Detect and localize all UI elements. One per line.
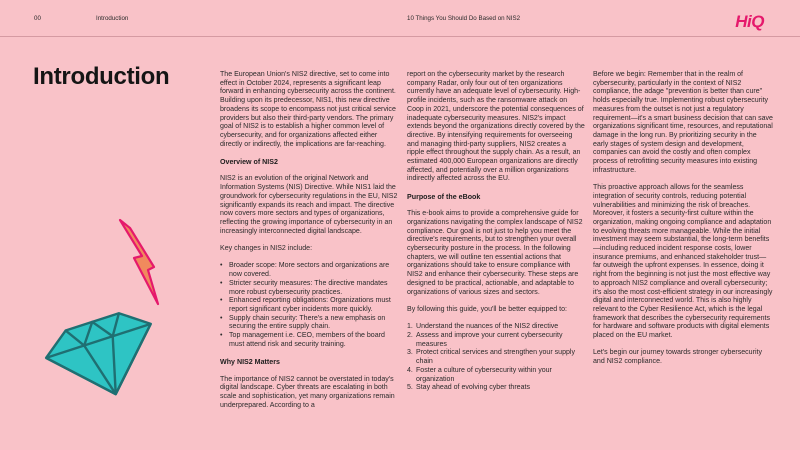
- text-column-2: [407, 71, 585, 402]
- guide-lead: By following this guide, you'll be better equipped to:: [407, 305, 568, 313]
- list-item: • Enhanced reporting obligations: Organizations must report significant cyber incidents more quickly.: [220, 297, 398, 314]
- list-item: 2. Assess and improve your current cybersecurity measures: [407, 332, 563, 348]
- page-header: [0, 0, 800, 37]
- steps-list: [407, 323, 585, 393]
- lightning-bolt-icon: [112, 218, 164, 308]
- proactive-paragraph: This proactive approach allows for the seamless integration of security controls, reducing potential vulnerabilities and minimizing the risk of breaches. Moreover, it fosters a security-first culture within the organization, making ongoing compliance and adaptation to evolving threats more manageable. While the initial investment may seem substantial, the long-term benefits—including reduced incident response costs, lower insurance premiums, and enhanced stakeholder trust—far outweigh the upfront expenses. In essence, doing it right from the beginning is not just the most effective way to approach NIS2 compliance and overall cybersecurity; it's also the most cost-efficient strategy in our increasingly digital and interconnected world. This is also highly relevant to the Cyber Resilience Act, which is the legal framework that describes the cybersecurity requirements for hardware and software products with digital elements placed on the EU market.: [593, 184, 773, 340]
- list-item: • Supply chain security: There's a new emphasis on securing the entire supply chain.: [220, 315, 398, 332]
- page-title: Introduction: [33, 63, 170, 90]
- key-changes-list: [220, 262, 398, 349]
- key-changes-lead: Key changes in NIS2 include:: [220, 245, 313, 253]
- list-item: • Broader scope: More sectors and organizations are now covered.: [220, 262, 398, 279]
- list-item: 1. Understand the nuances of the NIS2 directive: [407, 323, 559, 331]
- purpose-paragraph: This e-book aims to provide a comprehensive guide for organizations navigating the complex landscape of NIS2 compliance. Our goal is not just to help you meet the directive's requirements, but to strengthen your overall cybersecurity posture in the process. In the following chapters, we will outline ten essential actions that organizations should take to ensure compliance with NIS2 and enhance their cybersecurity. These steps are designed to be practical, actionable, and adaptable to organizations of various sizes and sectors.: [407, 210, 583, 296]
- text-column-1: [220, 71, 398, 419]
- list-item: • Stricter security measures: The directive mandates more robust cybersecurity practices.: [220, 280, 398, 297]
- report-paragraph: report on the cybersecurity market by the research company Radar, only four out of ten organizations currently have an adequate level of cybersecurity. High-profile incidents, such as the ransomware attack on Coop in 2021, underscore the potential consequences of inadequate cybersecurity measures. NIS2's impact extends beyond the organizations directly covered by the directive. By intensifying requirements for overseeing and managing third-party suppliers, NIS2 creates a ripple effect throughout the supply chain. As a result, an estimated 400,000 European organizations are directly affected, and potentially over a million organizations indirectly affected across the EU.: [407, 71, 585, 183]
- prevention-paragraph: Before we begin: Remember that in the realm of cybersecurity, particularly in the context of NIS2 compliance, the adage "prevention is better than cure" holds especially true. Implementing robust cybersecurity measures from the outset is not just a regulatory requirement—it's a smart business decision that can save organizations significant time, resources, and reputational damage in the long run. By prioritizing security in the early stages of system design and development, companies can avoid the costly and often complex process of retrofitting security measures into existing infrastructure.: [593, 71, 773, 174]
- text-column-3: [593, 71, 773, 376]
- document-title: 10 Things You Should Do Based on NIS2: [407, 15, 521, 22]
- overview-paragraph: NIS2 is an evolution of the original Network and Information Systems (NIS) Directive. While NIS1 laid the groundwork for cybersecurity regulations in the EU, NIS2 significantly expands its reach and impact. The directive now covers more sectors and types of organizations, reflecting the growing importance of cybersecurity in an increasingly interconnected digital landscape.: [220, 175, 398, 235]
- heading-purpose: Purpose of the eBook: [407, 192, 481, 201]
- closing-paragraph: Let's begin our journey towards stronger cybersecurity and NIS2 compliance.: [593, 349, 762, 366]
- intro-paragraph: The European Union's NIS2 directive, set to come into effect in October 2024, represents a significant leap forward in enhancing cybersecurity across the continent. Building upon its predecessor, NIS1, this new directive broadens its scope to encompass not just critical service providers but also their third-party vendors. The primary goal of NIS2 is to establish a higher common level of cybersecurity, and for organizations affected either directly or indirectly, the implications are far-reaching.: [220, 71, 396, 148]
- list-item: 4. Foster a culture of cybersecurity within your organization: [407, 366, 552, 383]
- heading-overview: Overview of NIS2: [220, 158, 278, 167]
- why-paragraph: The importance of NIS2 cannot be overstated in today's digital landscape. Cyber threats are escalating in both scale and sophistication, yet many organizations remain underprepared. According to a: [220, 375, 395, 409]
- list-item: 5. Stay ahead of evolving cyber threats: [407, 384, 530, 392]
- hiq-logo: HiQ: [735, 12, 764, 31]
- list-item: 3. Protect critical services and strengthen your supply chain: [407, 349, 576, 366]
- page-number: 00: [34, 15, 41, 22]
- section-label: Introduction: [96, 15, 129, 22]
- list-item: • Top management i.e. CEO, members of the board must attend risk and security training.: [220, 332, 398, 349]
- heading-why-nis2: Why NIS2 Matters: [220, 358, 280, 367]
- diamond-gem-icon: [34, 308, 174, 403]
